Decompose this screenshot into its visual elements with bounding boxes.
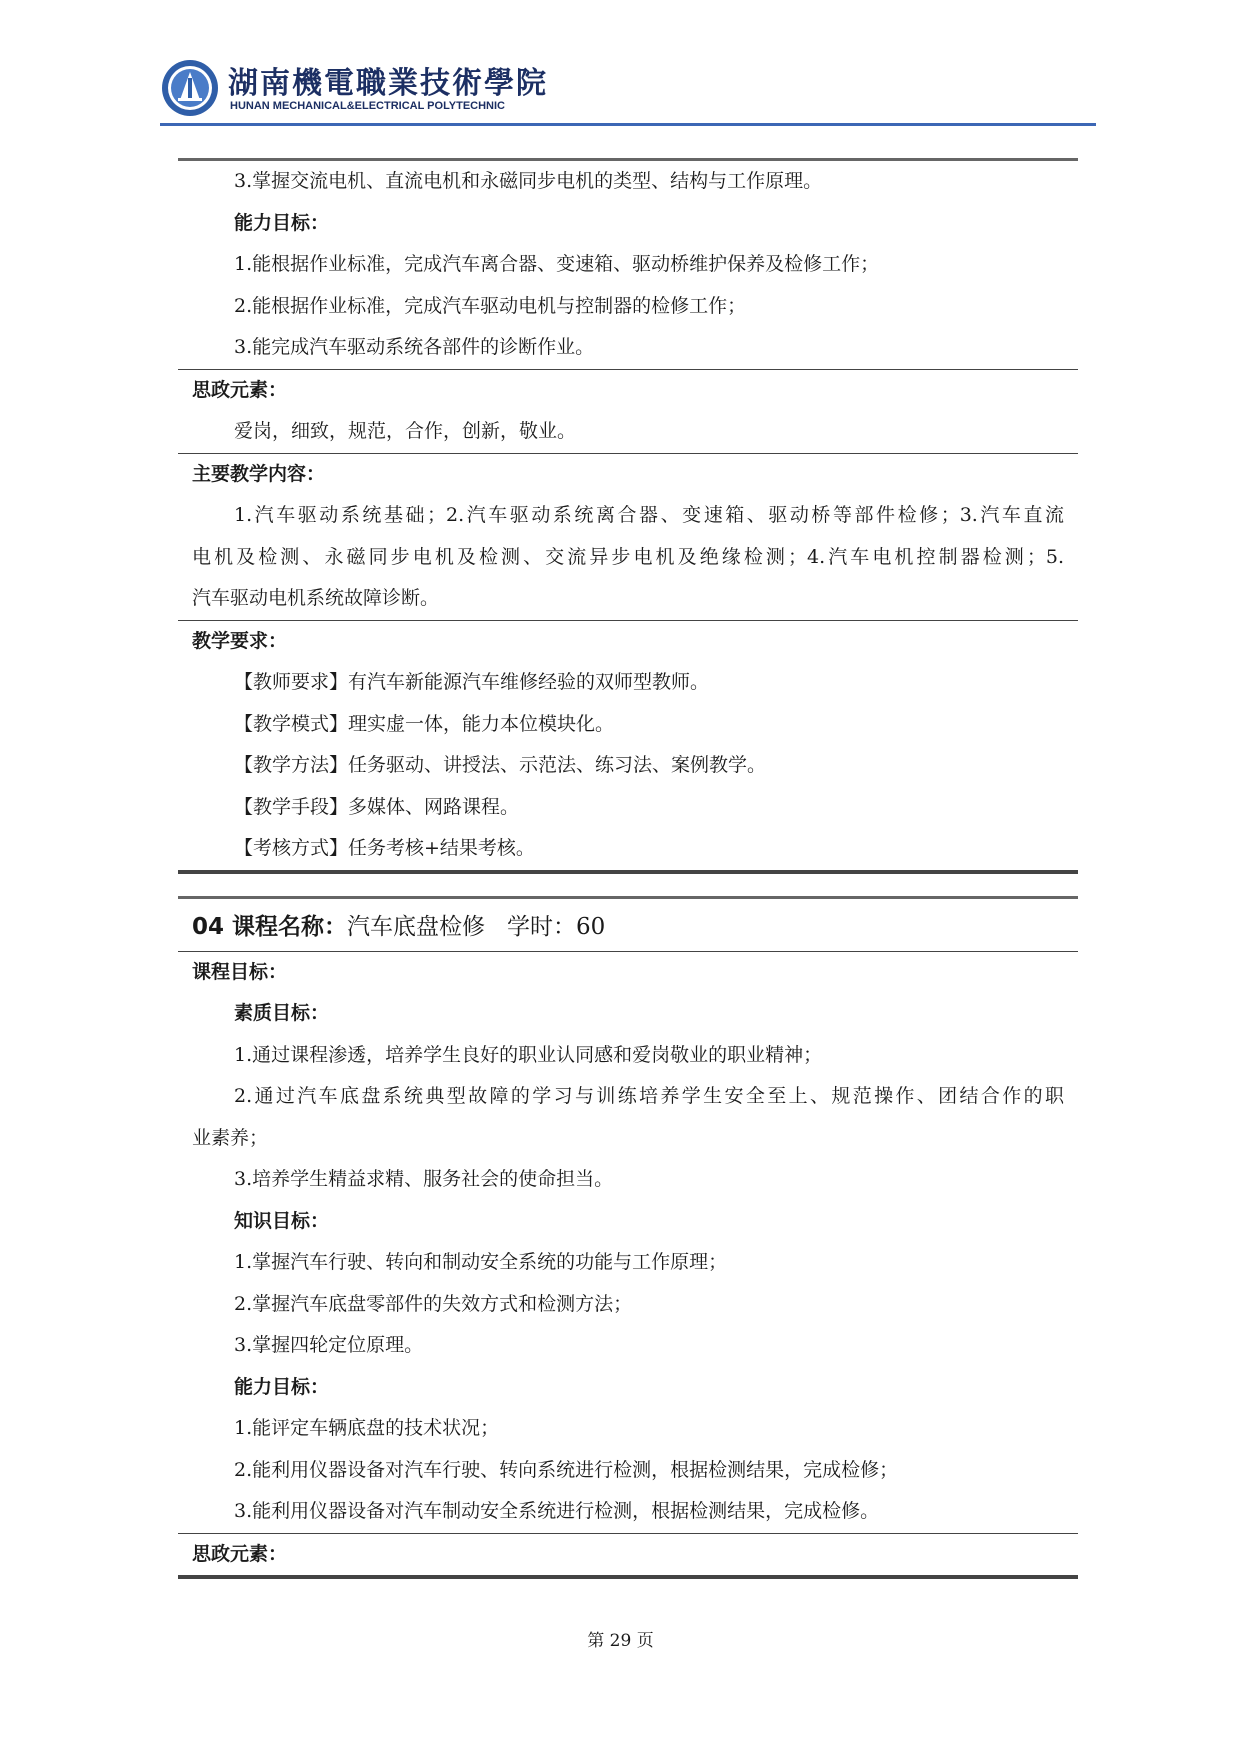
ideology-heading: 思政元素： (192, 378, 288, 401)
quality-item: 3.培养学生精益求精、服务社会的使命担当。 (234, 1168, 614, 1190)
ideology-heading: 思政元素： (192, 1542, 288, 1565)
requirement-item: 【教学方法】任务驱动、讲授法、示范法、练习法、案例教学。 (234, 754, 767, 776)
page-content (178, 158, 1078, 1579)
ability-item: 1.能评定车辆底盘的技术状况； (234, 1417, 500, 1439)
knowledge-item: 2.掌握汽车底盘零部件的失效方式和检测方法； (234, 1292, 633, 1315)
content-heading: 主要教学内容： (192, 462, 326, 485)
requirement-item: 【教学模式】理实虚一体，能力本位模块化。 (234, 712, 615, 735)
knowledge-item: 3.掌握四轮定位原理。 (234, 1334, 424, 1356)
section-gap (178, 874, 1078, 896)
knowledge-item: 3.掌握交流电机、直流电机和永磁同步电机的类型、结构与工作原理。 (234, 170, 823, 192)
ability-item: 2.能根据作业标准，完成汽车驱动电机与控制器的检修工作； (234, 294, 747, 317)
course-name-label: 课程名称： (232, 913, 348, 940)
ability-item: 3.能利用仪器设备对汽车制动安全系统进行检测，根据检测结果，完成检修。 (234, 1500, 880, 1522)
knowledge-heading: 知识目标： (234, 1209, 330, 1232)
course-number: 04 (192, 913, 225, 940)
requirement-item: 【教师要求】有汽车新能源汽车维修经验的双师型教师。 (234, 671, 710, 693)
section-end-rule (178, 1575, 1078, 1579)
content-line: 汽车驱动电机系统故障诊断。 (192, 587, 440, 609)
requirements-heading: 教学要求： (192, 629, 288, 652)
quality-item: 2.通过汽车底盘系统典型故障的学习与训练培养学生安全至上、规范操作、团结合作的职 (234, 1085, 1064, 1107)
course-name: 汽车底盘检修 (347, 913, 486, 940)
ability-item: 3.能完成汽车驱动系统各部件的诊断作业。 (234, 336, 595, 358)
course-title (178, 899, 1078, 951)
content-line: 电机及检测、永磁同步电机及检测、交流异步电机及绝缘检测；4.汽车电机控制器检测；5. (192, 545, 1064, 568)
ability-heading: 能力目标： (234, 1375, 330, 1398)
content-line: 1.汽车驱动系统基础；2.汽车驱动系统离合器、变速箱、驱动桥等部件检修；3.汽车直流 (234, 504, 1064, 526)
school-emblem-icon (160, 58, 220, 118)
header-rule (160, 123, 1096, 126)
ideology-text: 爱岗，细致，规范，合作，创新，敬业。 (234, 420, 577, 442)
quality-heading: 素质目标： (234, 1002, 330, 1024)
course-hours: 60 (576, 913, 606, 940)
course-hours-label: 学时： (507, 913, 577, 940)
knowledge-item: 1.掌握汽车行驶、转向和制动安全系统的功能与工作原理； (234, 1251, 728, 1273)
requirement-item: 【考核方式】任务考核+结果考核。 (234, 837, 535, 859)
goals-heading: 课程目标： (192, 960, 288, 983)
quality-item-cont: 业素养； (192, 1126, 269, 1149)
ability-heading: 能力目标： (234, 211, 330, 234)
school-name-cn: 湖南機電職業技術學院 (228, 66, 548, 101)
school-name-en: HUNAN MECHANICAL&ELECTRICAL POLYTECHNIC (230, 100, 506, 112)
page-header (160, 50, 1100, 126)
ability-item: 2.能利用仪器设备对汽车行驶、转向系统进行检测，根据检测结果，完成检修； (234, 1458, 899, 1481)
page-number: 第 29 页 (587, 1631, 654, 1651)
ability-item: 1.能根据作业标准，完成汽车离合器、变速箱、驱动桥维护保养及检修工作； (234, 253, 880, 275)
quality-item: 1.通过课程渗透，培养学生良好的职业认同感和爱岗敬业的职业精神； (234, 1043, 823, 1066)
requirement-item: 【教学手段】多媒体、网路课程。 (234, 795, 520, 818)
